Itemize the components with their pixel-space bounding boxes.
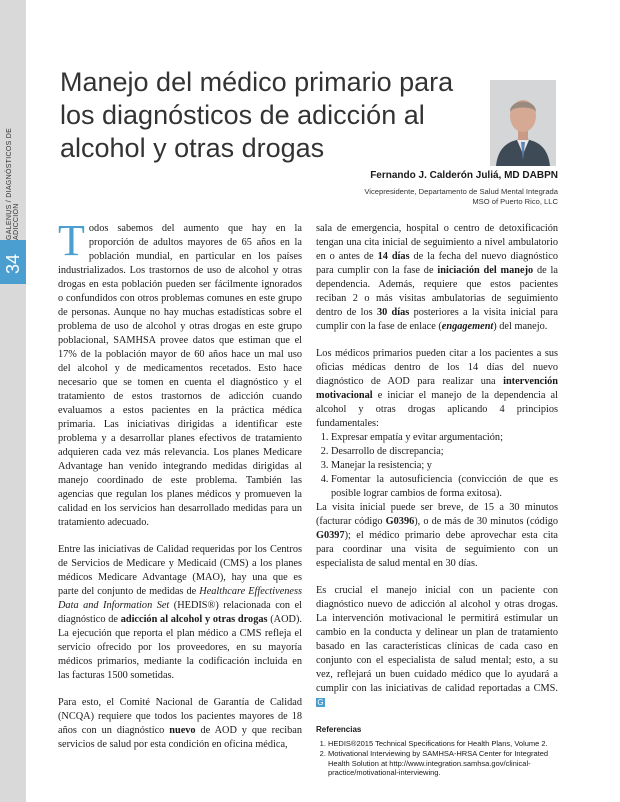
p4-bold-3: 30 días <box>376 307 410 318</box>
p6-text-a: La visita inicial puede ser breve, de 15 a 30 minutos (facturar código <box>316 502 558 527</box>
references-list <box>316 739 558 778</box>
author-block <box>364 170 558 207</box>
p6-bold-2: G0397 <box>316 530 345 541</box>
p4-text-a: sala de emergencia, hospital o centro de detoxificación tengan una cita inicial de seguimiento a nivel ambulatorio en o antes de <box>316 223 558 262</box>
list-item: 2. Desarrollo de discrepancia; <box>331 445 558 459</box>
references-title: Referencias <box>316 725 362 734</box>
p4-text-e: ) del manejo. <box>493 321 548 332</box>
section-label: GALENUS / DIAGNÓSTICOS DE ADICCIÓN <box>6 127 20 240</box>
author-name: Fernando J. Calderón Juliá, MD DABPN <box>370 170 558 181</box>
p2-text-b: (HEDIS®) relacionada con el diagnóstico de <box>58 600 302 625</box>
p4-bold-italic: engagement <box>441 321 494 332</box>
list-item: 3. Manejar la resistencia; y <box>331 459 558 473</box>
p3-bold: nuevo <box>169 725 196 736</box>
p2-bold: adicción al alcohol y otras drogas <box>120 614 268 625</box>
text-column-left <box>58 216 303 765</box>
p2-italic: Healthcare Effectiveness Data and Information Set <box>58 586 303 611</box>
p4-text-d: posteriores a la visita inicial para cumplir con la fase de enlace ( <box>316 307 558 332</box>
p3-text-b: de AOD y que reciban servicios de salud por esta condición en oficina médica, <box>58 725 302 750</box>
page-number: 34 <box>3 253 23 275</box>
reference-item: 2. Motivational Interviewing by SAMHSA-HRSA Center for Integrated Health Solution at http://www.integration.samhsa.gov/clinical-practice/motivational-interviewing. <box>328 749 558 778</box>
list-item: 4. Fomentar la autosuficiencia (convicción de que es posible lograr cambios de forma exitosa). <box>331 473 558 501</box>
paragraph-7 <box>316 584 558 710</box>
p5-text-a: Los médicos primarios pueden citar a los pacientes a sus oficias médicas dentro de los 14 días del nuevo diagnóstico de AOD para realizar una <box>316 348 558 387</box>
paragraph-1-text: odos sabemos del aumento que hay en la proporción de adultos mayores de 65 años en la población mundial, en particular en los países industrializados. Los trastornos de uso de alcohol y otras drogas en esta población pueden ser fácilmente ignorados o confundidos con otros problemas comunes en este grupo de personas. Aunque no hay muchas estadísticas sobre el problema de uso de alcohol y otras drogas en este grupo poblacional, SAMHSA provee datos que estiman que el 17% de la población mayor de 60 años hace un mal uso del alcohol y de medicamentos recetados. Esto hace necesario que se tomen en cuenta el diagnóstico y el tratamiento de estos trastornos de adicción cuando evaluamos a estos pacientes en la práctica médica primaria. Las iniciativas dirigidas a identificar este problema y a desarrollar planes efectivos de tratamiento adquieren cada vez más relevancia. Los planes Medicare Advantage han venido integrando medidas dirigidas al manejo coordinado de este problema. También las agencias que regulan los planes médicos y promueven la calidad en los servicios han desarrollado medidas para un tratamiento adecuado. <box>58 223 302 528</box>
p6-text-b: ), o de más de 30 minutos (código <box>414 516 558 527</box>
author-role-line-1: Vicepresidente, Departamento de Salud Mental Integrada <box>364 187 558 196</box>
paragraph-2 <box>58 543 302 683</box>
p3-text-a: Para esto, el Comité Nacional de Garantía de Calidad (NCQA) requiere que todos los pacientes mayores de 18 años con un diagnóstico <box>58 697 302 736</box>
author-photo <box>490 80 556 166</box>
paragraph-4 <box>316 222 558 334</box>
principles-list <box>316 431 558 501</box>
p5-bold: intervención motivacional <box>316 376 558 401</box>
p4-bold-1: 14 días <box>377 251 410 262</box>
p6-bold-1: G0396 <box>385 516 415 527</box>
drop-cap: T <box>58 216 85 265</box>
p6-text-c: ); el médico primario debe aprovechar esta cita para coordinar una visita de seguimiento con un especialista de salud mental en 30 días. <box>316 530 558 569</box>
author-portrait-icon <box>490 80 556 166</box>
paragraph-5 <box>316 347 558 431</box>
author-role-line-2: MSO of Puerto Rico, LLC <box>472 197 558 206</box>
article-title: Manejo del médico primario para los diagnósticos de adicción al alcohol y otras drogas <box>60 67 454 163</box>
list-item: 1. Expresar empatía y evitar argumentación; <box>331 431 558 445</box>
reference-item: 1. HEDIS®2015 Technical Specifications for Health Plans, Volume 2. <box>328 739 558 749</box>
p5-text-b: e iniciar el manejo de la dependencia al alcohol y otras drogas aplicando 4 principios fundamentales: <box>316 390 558 429</box>
p7-text: Es crucial el manejo inicial con un paciente con diagnóstico nuevo de adicción al alcohol y otras drogas. La intervención motivacional le permitirá estimular un cambio en la conducta y delinear un plan de tratamiento basado en las características clínicas de cada caso en conjunto con el especialista de salud mental; esto, a su vez, reflejará un buen cuidado médico que lo ayudará a cumplir con las iniciativas de calidad reportadas a CMS. <box>316 585 558 694</box>
paragraph-1 <box>58 216 302 530</box>
p2-text-a: Entre las iniciativas de Calidad requeridas por los Centros de Servicios de Medicare y Medicaid (CMS) a los planes médicos Medicare Advantage (MAO), hay una que es parte del conjunto de medidas de <box>58 544 302 597</box>
p4-bold-2: iniciación del manejo <box>437 265 534 276</box>
p4-text-b: de la fecha del nuevo diagnóstico para cumplir con la fase de <box>316 251 558 276</box>
end-mark-icon: G <box>317 698 324 707</box>
p4-text-c: de la dependencia. Además, requiere que estos pacientes reciban 2 o más visitas ambulatorias de seguimiento dentro de los <box>316 265 558 318</box>
text-column-right <box>316 222 558 778</box>
paragraph-6 <box>316 501 558 571</box>
p2-text-c: (AOD). La ejecución que reporta el plan médico a CMS refleja el servicio ofrecido por los proveedores, en su mayoría médicos primarios, mediante la codificación incluida en las facturas 1500 sometidas. <box>58 614 302 681</box>
paragraph-3 <box>58 696 302 752</box>
